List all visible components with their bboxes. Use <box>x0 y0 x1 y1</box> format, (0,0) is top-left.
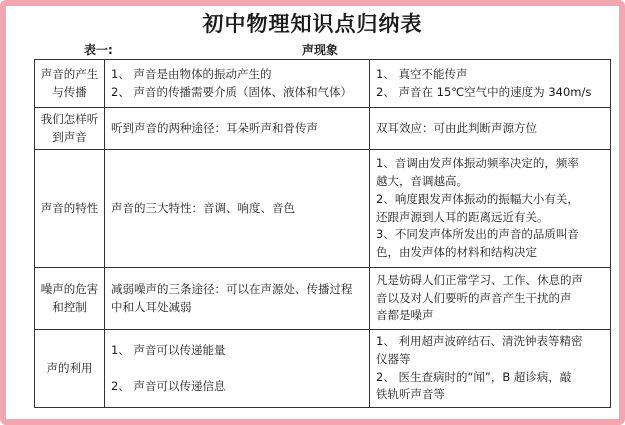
note-line: 2、 医生查病时的“闻”，B 超诊病，敲 <box>376 369 572 384</box>
content-line: 1、 声音可以传递能量 <box>111 342 226 357</box>
topic-cell <box>35 60 105 108</box>
topic-cell <box>35 150 105 268</box>
note-line: 1、 真空不能传声 <box>376 66 468 81</box>
page-title: 初中物理知识点归纳表 <box>202 11 423 36</box>
spacer <box>111 360 363 378</box>
topic-cell <box>35 108 105 150</box>
table-row <box>35 330 611 408</box>
note-line: 1、音调由发声体振动频率决定的，频率 <box>376 156 579 171</box>
table-row <box>35 108 611 150</box>
topic-line: 到声音 <box>52 129 87 144</box>
content-line: 中和人耳处减弱 <box>111 299 192 314</box>
note-line: 1、 利用超声波碎结石、清洗钟表等精密 <box>376 333 583 348</box>
content-line: 1、 声音是由物体的振动产生的 <box>111 66 272 81</box>
content-cell <box>105 60 370 108</box>
topic-line: 和控制 <box>52 299 87 314</box>
note-cell <box>370 108 611 150</box>
content-cell <box>105 150 370 268</box>
note-line: 3、不同发声体所发出的声音的品质叫音 <box>376 227 579 242</box>
topic-cell <box>35 330 105 408</box>
table-row <box>35 60 611 108</box>
topic-line: 声的利用 <box>46 360 93 375</box>
note-line: 2、响度跟发声体振动的振幅大小有关， <box>376 191 579 206</box>
topic-line: 噪声的危害 <box>40 281 99 296</box>
content-cell <box>105 108 370 150</box>
note-line: 双耳效应：可由此判断声源方位 <box>376 120 537 135</box>
topic-cell <box>35 268 105 330</box>
note-cell <box>370 330 611 408</box>
note-cell <box>370 60 611 108</box>
knowledge-table <box>34 59 611 408</box>
content-cell <box>105 330 370 408</box>
note-line: 音都是噪声 <box>376 308 434 323</box>
table-name: 声现象 <box>301 43 338 57</box>
note-line: 色，由发声体的材料和结构决定 <box>376 245 537 260</box>
note-line: 凡是妨碍人们正常学习、工作、休息的声 <box>376 272 583 287</box>
note-line: 2、 声音在 15℃空气中的速度为 340m/s <box>376 84 592 99</box>
content-cell <box>105 268 370 330</box>
note-cell <box>370 150 611 268</box>
topic-line: 我们怎样听 <box>40 111 99 126</box>
table-row <box>35 268 611 330</box>
note-cell <box>370 268 611 330</box>
note-line: 还跟声源到人耳的距离远近有关。 <box>376 209 549 224</box>
table-label: 表一: <box>84 43 113 57</box>
content-line: 减弱噪声的三条途径：可以在声源处、传播过程 <box>111 281 353 296</box>
note-line: 越大，音调越高。 <box>376 173 468 188</box>
topic-line: 声音的特性 <box>40 200 99 215</box>
content-line: 2、 声音可以传递信息 <box>111 378 226 393</box>
topic-line: 声音的产生 <box>40 66 99 81</box>
content-line: 声音的三大特性：音调、响度、音色 <box>111 200 295 215</box>
note-line: 仪器等 <box>376 351 411 366</box>
note-line: 音以及对人们要听的声音产生干扰的声 <box>376 290 572 305</box>
content-line: 2、 声音的传播需要介质（固体、液体和气体） <box>111 84 352 99</box>
content-line: 听到声音的两种途径：耳朵听声和骨传声 <box>111 120 318 135</box>
note-line: 铁轨听声音等 <box>376 387 445 402</box>
topic-line: 与传播 <box>52 84 87 99</box>
table-row <box>35 150 611 268</box>
